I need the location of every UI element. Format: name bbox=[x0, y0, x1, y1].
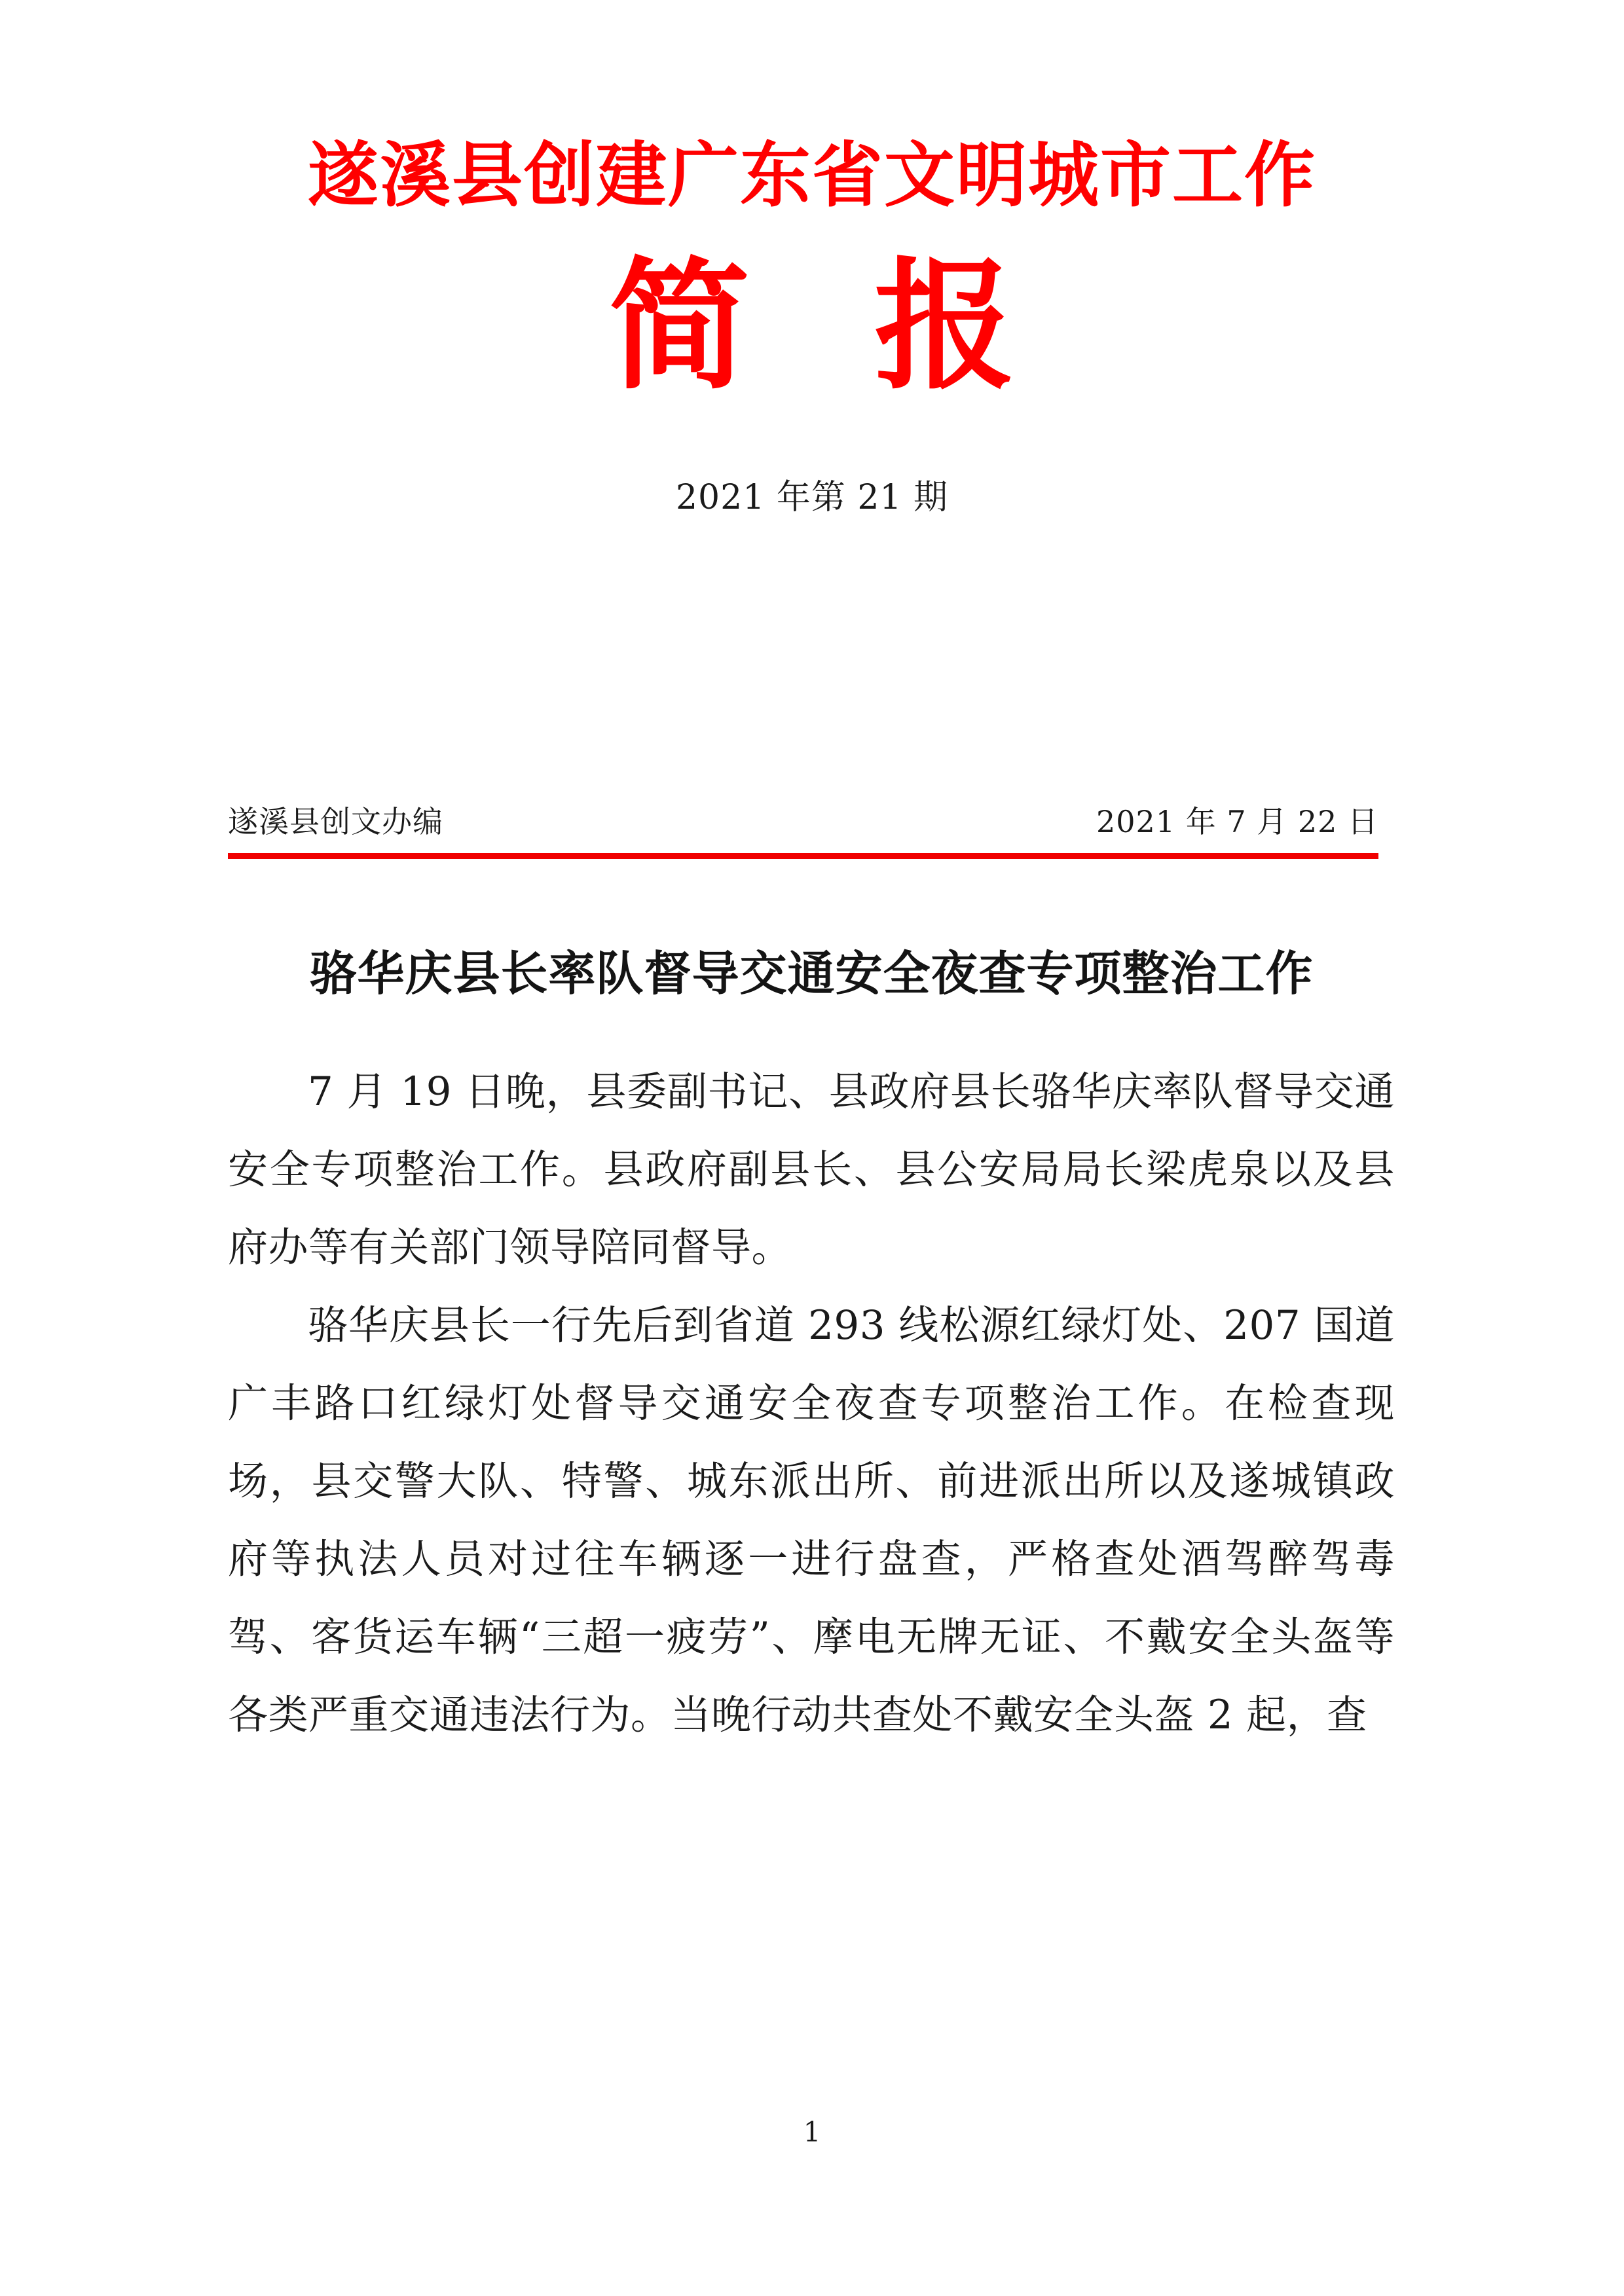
wordmark-char-jian: 简 bbox=[609, 243, 750, 409]
masthead-divider-rule bbox=[228, 853, 1378, 859]
masthead-wordmark bbox=[0, 211, 1624, 409]
article-paragraph: 骆华庆县长一行先后到省道 293 线松源红绿灯处、207 国道广丰路口红绿灯处督导交通安全夜查专项整治工作。在检查现场，县交警大队、特警、城东派出所、前进派出所以及遂城镇政府等执法人员对过往车辆逐一进行盘查，严格查处酒驾醉驾毒驾、客货运车辆“三超一疲劳”、摩电无牌无证、不戴安全头盔等各类严重交通违法行为。当晚行动共查处不戴安全头盔 2 起，查 bbox=[228, 1302, 1395, 1738]
imprint-editor: 遂溪县创文办编 bbox=[228, 804, 443, 839]
article bbox=[228, 941, 1395, 1755]
masthead bbox=[0, 0, 1624, 518]
imprint-row bbox=[228, 804, 1378, 840]
imprint-date: 2021 年 7 月 22 日 bbox=[1096, 804, 1378, 839]
article-paragraph: 7 月 19 日晚，县委副书记、县政府县长骆华庆率队督导交通安全专项整治工作。县政府副县长、县公安局局长梁虎泉以及县府办等有关部门领导陪同督导。 bbox=[228, 1068, 1395, 1271]
wordmark-char-bao: 报 bbox=[874, 243, 1015, 409]
article-headline: 骆华庆县长率队督导交通安全夜查专项整治工作 bbox=[309, 946, 1314, 1001]
article-body bbox=[228, 1006, 1395, 1754]
page-number: 1 bbox=[803, 2116, 821, 2148]
masthead-title: 遂溪县创建广东省文明城市工作 bbox=[307, 135, 1316, 217]
issue-number: 2021 年第 21 期 bbox=[675, 477, 949, 517]
